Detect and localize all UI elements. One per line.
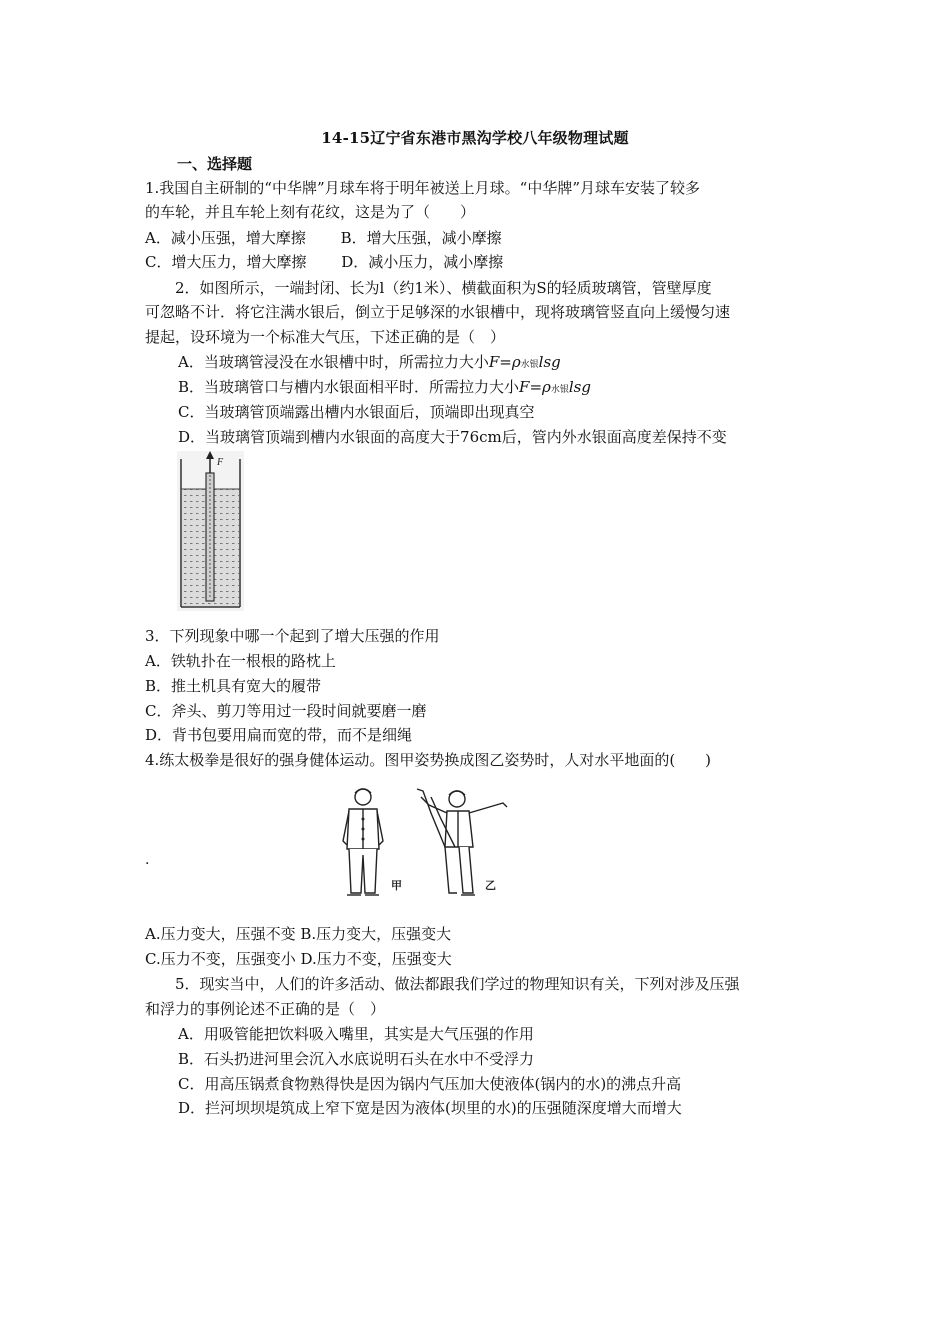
q2-option-b-formula-sub: 水银	[550, 385, 569, 395]
label-jia: 甲	[391, 879, 402, 892]
q2-option-a-formula-sub: 水银	[520, 360, 539, 370]
person-jia	[343, 789, 383, 895]
q2-stem-line1: 2．如图所示，一端封闭、长为l（约1米）、横截面积为S的轻质玻璃管，管壁厚度	[175, 279, 712, 297]
q5-option-c: C．用高压锅煮食物熟得快是因为锅内气压加大使液体(锅内的水)的沸点升高	[178, 1075, 682, 1093]
q2-option-a-formula-post: lsg	[538, 353, 561, 371]
q2-option-a	[178, 352, 561, 375]
q5-option-d: D．拦河坝坝堤筑成上窄下宽是因为液体(坝里的水)的压强随深度增大而增大	[178, 1099, 682, 1117]
q2-option-b	[178, 377, 591, 400]
q3-option-b: B．推土机具有宽大的履带	[145, 677, 322, 695]
q3-option-a: A．铁轨扑在一根根的路枕上	[145, 652, 336, 670]
q4-stem: 4.练太极拳是很好的强身健体运动。图甲姿势换成图乙姿势时，人对水平地面的( )	[145, 751, 712, 769]
page-title: 14-15辽宁省东港市黑沟学校八年级物理试题	[321, 129, 629, 147]
q2-option-a-formula-pre: F=ρ	[488, 353, 521, 371]
q5-option-b: B．石头扔进河里会沉入水底说明石头在水中不受浮力	[178, 1050, 535, 1068]
q2-option-b-formula-pre: F=ρ	[519, 378, 551, 396]
q2-option-c: C．当玻璃管顶端露出槽内水银面后，顶端即出现真空	[178, 403, 535, 421]
q2-option-a-text: A．当玻璃管浸没在水银槽中时，所需拉力大小	[178, 353, 489, 371]
mercury-tube-figure	[177, 451, 244, 611]
q5-stem-line2: 和浮力的事例论述不正确的是（ ）	[145, 1000, 386, 1018]
q1-options-cd: C．增大压力，增大摩擦 D．减小压力，减小摩擦	[145, 253, 504, 271]
q3-option-c: C．斧头、剪刀等用过一段时间就要磨一磨	[145, 702, 427, 720]
q1-stem-line2: 的车轮，并且车轮上刻有花纹，这是为了（ ）	[145, 203, 476, 221]
q4-options-cd: C.压力不变，压强变小 D.压力不变，压强变大	[145, 950, 452, 968]
force-label: F	[217, 457, 224, 468]
q2-option-d: D．当玻璃管顶端到槽内水银面的高度大于76cm后，管内外水银面高度差保持不变	[178, 428, 727, 446]
q2-stem-line2: 可忽略不计．将它注满水银后，倒立于足够深的水银槽中，现将玻璃管竖直向上缓慢匀速	[145, 303, 731, 321]
q2-option-b-formula-post: lsg	[568, 378, 591, 396]
q3-stem: 3．下列现象中哪一个起到了增大压强的作用	[145, 627, 440, 645]
q2-stem-line3: 提起，设环境为一个标准大气压，下述正确的是（ ）	[145, 328, 506, 346]
stray-dot: .	[145, 852, 150, 868]
q1-stem-line1: 1.我国自主研制的“中华牌”月球车将于明年被送上月球。“中华牌”月球车安装了较多	[145, 179, 700, 197]
q1-options-ab: A．减小压强，增大摩擦 B．增大压强，减小摩擦	[145, 229, 502, 247]
q4-options-ab: A.压力变大，压强不变 B.压力变大，压强变大	[145, 925, 452, 943]
q5-option-a: A．用吸管能把饮料吸入嘴里，其实是大气压强的作用	[178, 1025, 534, 1043]
q3-option-d: D．背书包要用扁而宽的带，而不是细绳	[145, 726, 413, 744]
label-yi: 乙	[485, 879, 496, 892]
section-heading: 一、选择题	[177, 155, 253, 173]
taichi-figure	[335, 783, 515, 903]
q2-option-b-text: B．当玻璃管口与槽内水银面相平时．所需拉力大小	[178, 378, 520, 396]
q5-stem-line1: 5．现实当中，人们的许多活动、做法都跟我们学过的物理知识有关，下列对涉及压强	[175, 975, 740, 993]
